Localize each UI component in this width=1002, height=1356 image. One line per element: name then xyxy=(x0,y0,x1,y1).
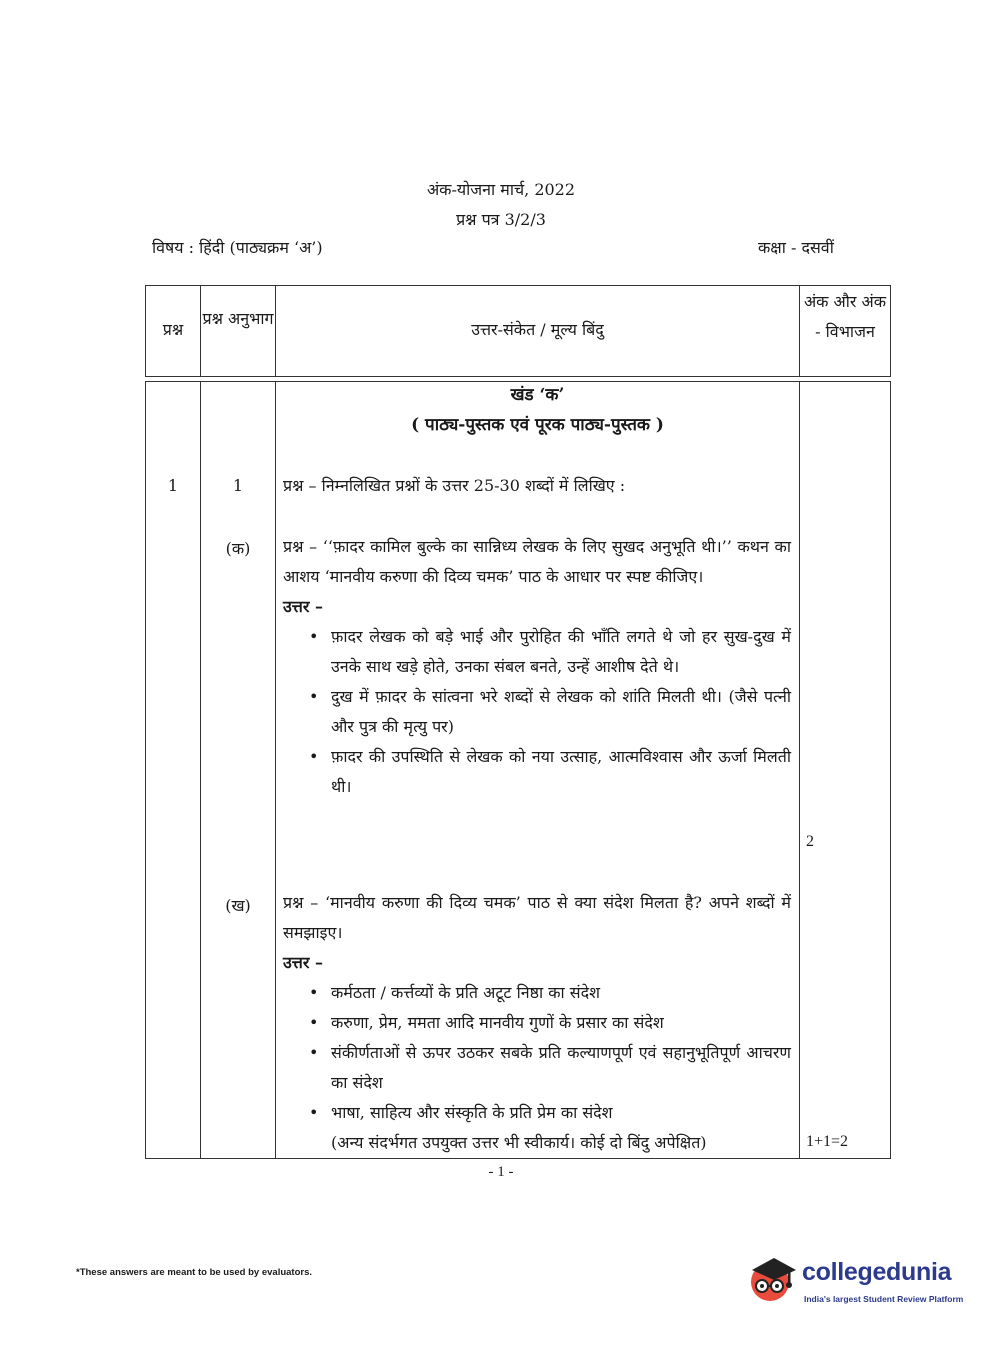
list-item: • संकीर्णताओं से ऊपर उठकर सबके प्रति कल्याणपूर्ण एवं सहानुभूतिपूर्ण आचरण का संदेश xyxy=(331,1038,791,1098)
list-item: • कर्मठता / कर्त्तव्यों के प्रति अटूट निष्ठा का संदेश xyxy=(331,978,791,1008)
class-label: कक्षा - दसवीं xyxy=(758,238,834,257)
subpart-ka-label: (क) xyxy=(225,539,251,558)
brand-tagline: India's largest Student Review Platform xyxy=(804,1294,964,1304)
list-item: • फ़ादर लेखक को बड़े भाई और पुरोहित की भाँति लगते थे जो हर सुख-दुख में उनके साथ खड़े होते, उनका संबल बनते, उन्हें आशीष देते थे। xyxy=(331,622,791,682)
subpart-ka-block xyxy=(283,532,791,802)
answer-points-list xyxy=(283,978,791,1128)
answer-label: उत्तर – xyxy=(283,953,323,972)
section-title: खंड ‘क’ xyxy=(510,385,565,405)
page-number: - 1 - xyxy=(488,1164,514,1180)
evaluation-note: (अन्य संदर्भगत उपयुक्त उत्तर भी स्वीकार्य। कोई दो बिंदु अपेक्षित) xyxy=(331,1133,707,1152)
marking-scheme-title: अंक-योजना मार्च, 2022 xyxy=(426,180,576,199)
subpart-ka-question: प्रश्न – ‘‘फ़ादर कामिल बुल्के का सान्निध्य लेखक के लिए सुखद अनुभूति थी।’’ कथन का आशय ‘मानवीय करुणा की दिव्य चमक’ पाठ के आधार पर स्पष्ट कीजिए। xyxy=(283,537,791,586)
subpart-kha-question: प्रश्न – ‘मानवीय करुणा की दिव्य चमक’ पाठ से क्या संदेश मिलता है? अपने शब्दों में समझाइए। xyxy=(283,893,791,942)
column-divider xyxy=(200,382,201,1158)
mascot-icon xyxy=(744,1248,800,1308)
column-divider xyxy=(799,382,800,1158)
header-question-section: प्रश्न अनुभाग xyxy=(202,309,274,328)
table-header xyxy=(145,285,891,377)
header-marks-division: अंक और अंक - विभाजन xyxy=(803,292,887,341)
list-item: • भाषा, साहित्य और संस्कृति के प्रति प्रेम का संदेश xyxy=(331,1098,791,1128)
column-divider xyxy=(275,382,276,1158)
question-number: 1 xyxy=(167,476,179,495)
marks-value: 1+1=2 xyxy=(806,1133,849,1150)
list-item: • दुख में फ़ादर के सांत्वना भरे शब्दों से लेखक को शांति मिलती थी। (जैसे पत्नी और पुत्र की मृत्यु पर) xyxy=(331,682,791,742)
list-item: • फ़ादर की उपस्थिति से लेखक को नया उत्साह, आत्मविश्वास और ऊर्जा मिलती थी। xyxy=(331,742,791,802)
section-subtitle: ( पाठ्य-पुस्तक एवं पूरक पाठ्य-पुस्तक ) xyxy=(411,415,664,435)
list-item: • करुणा, प्रेम, ममता आदि मानवीय गुणों के प्रसार का संदेश xyxy=(331,1008,791,1038)
subpart-kha-label: (ख) xyxy=(225,896,251,915)
brand-name: collegedunia xyxy=(802,1258,952,1286)
question-instruction: प्रश्न – निम्नलिखित प्रश्नों के उत्तर 25-30 शब्दों में लिखिए : xyxy=(283,476,626,495)
question-part: 1 xyxy=(232,476,244,495)
evaluator-note: *These answers are meant to be used by evaluators. xyxy=(76,1267,313,1278)
subpart-kha-block xyxy=(283,888,791,1158)
collegedunia-logo xyxy=(744,1248,974,1318)
subject-label: विषय : हिंदी (पाठ्यक्रम ‘अ’) xyxy=(152,238,323,257)
question-paper-code: प्रश्न पत्र 3/2/3 xyxy=(456,210,546,229)
header-question: प्रश्न xyxy=(162,320,184,339)
header-answer-points: उत्तर-संकेत / मूल्य बिंदु xyxy=(471,320,604,339)
answer-label: उत्तर – xyxy=(283,597,323,616)
answer-points-list xyxy=(283,622,791,802)
marks-value: 2 xyxy=(806,833,814,850)
answer-table xyxy=(145,381,891,1159)
